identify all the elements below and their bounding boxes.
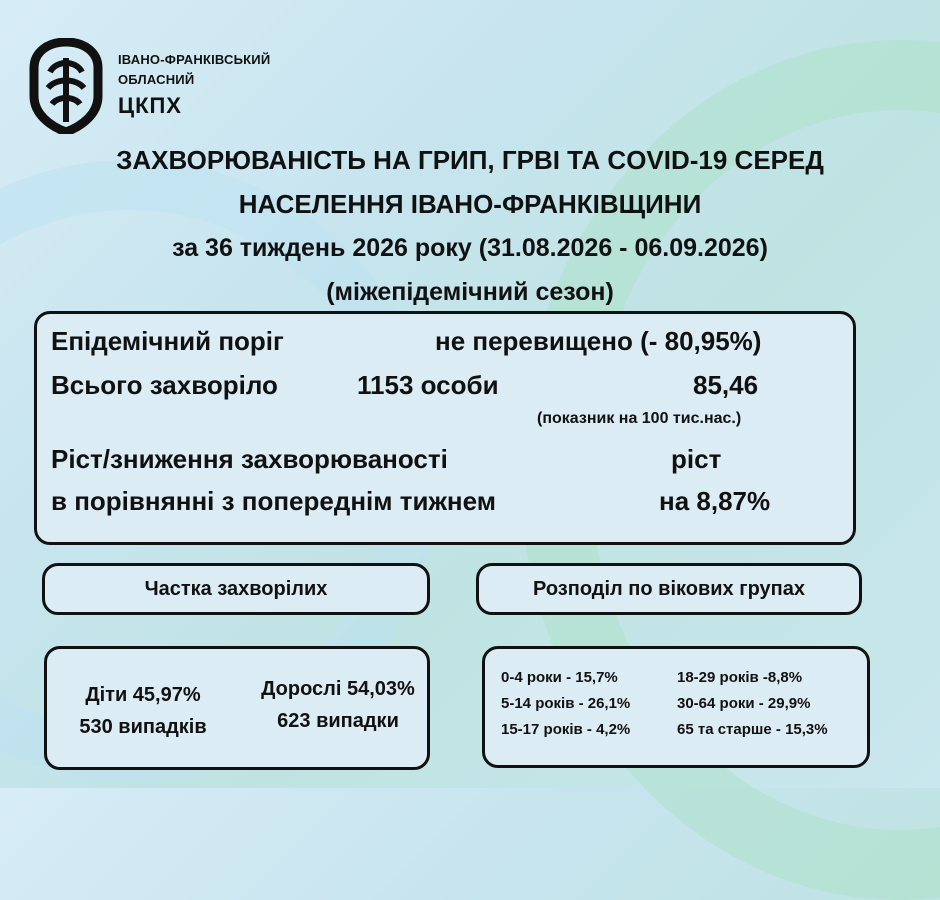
trend-label-2: в порівнянні з попереднім тижнем [51,486,496,516]
age-group-item: 30-64 роки - 29,9% [677,695,811,712]
adults-cases: 623 випадки [277,710,399,732]
age-heading [476,563,862,615]
title-line-2: НАСЕЛЕННЯ ІВАНО-ФРАНКІВЩИНИ [238,189,702,219]
report-title [0,138,940,314]
adults-pct: Дорослі 54,03% [261,678,415,700]
age-panel [482,646,870,768]
age-group-item: 0-4 роки - 15,7% [501,669,618,686]
rate-value: 85,46 [693,370,759,400]
trend-value-1: ріст [671,444,722,474]
trend-label-1: Ріст/зниження захворюваності [51,444,448,474]
adults-share [245,673,431,737]
shield-logo-icon [26,38,106,134]
title-period: за 36 тиждень 2026 року (31.08.2026 - 06.09.2026) [172,234,768,262]
age-heading-text: Розподіл по вікових групах [533,577,805,600]
total-label: Всього захворіло [51,370,278,400]
total-count: 1153 особи [357,370,499,400]
age-group-item: 5-14 років - 26,1% [501,695,631,712]
org-line-2: ОБЛАСНИЙ [118,72,195,87]
trend-value-2: на 8,87% [659,486,771,516]
threshold-value: не перевищено (- 80,95%) [435,326,762,356]
children-share [63,679,223,743]
children-cases: 530 випадків [79,716,207,738]
age-group-item: 65 та старше - 15,3% [677,721,828,738]
title-season: (міжепідемічний сезон) [326,278,614,306]
age-group-item: 15-17 років - 4,2% [501,721,631,738]
org-abbreviation: ЦКПХ [118,93,182,118]
share-heading [42,563,430,615]
org-line-1: ІВАНО-ФРАНКІВСЬКИЙ [118,52,271,67]
threshold-label: Епідемічний поріг [51,326,284,356]
organization-name [118,50,270,116]
title-line-1: ЗАХВОРЮВАНІСТЬ НА ГРИП, ГРВІ ТА COVID-19 СЕРЕД [116,145,824,175]
share-heading-text: Частка захворілих [144,577,328,600]
age-group-item: 18-29 років -8,8% [677,669,803,686]
summary-panel [34,311,856,545]
children-pct: Діти 45,97% [85,684,201,706]
share-panel [44,646,430,770]
rate-note: (показник на 100 тис.нас.) [537,410,742,427]
